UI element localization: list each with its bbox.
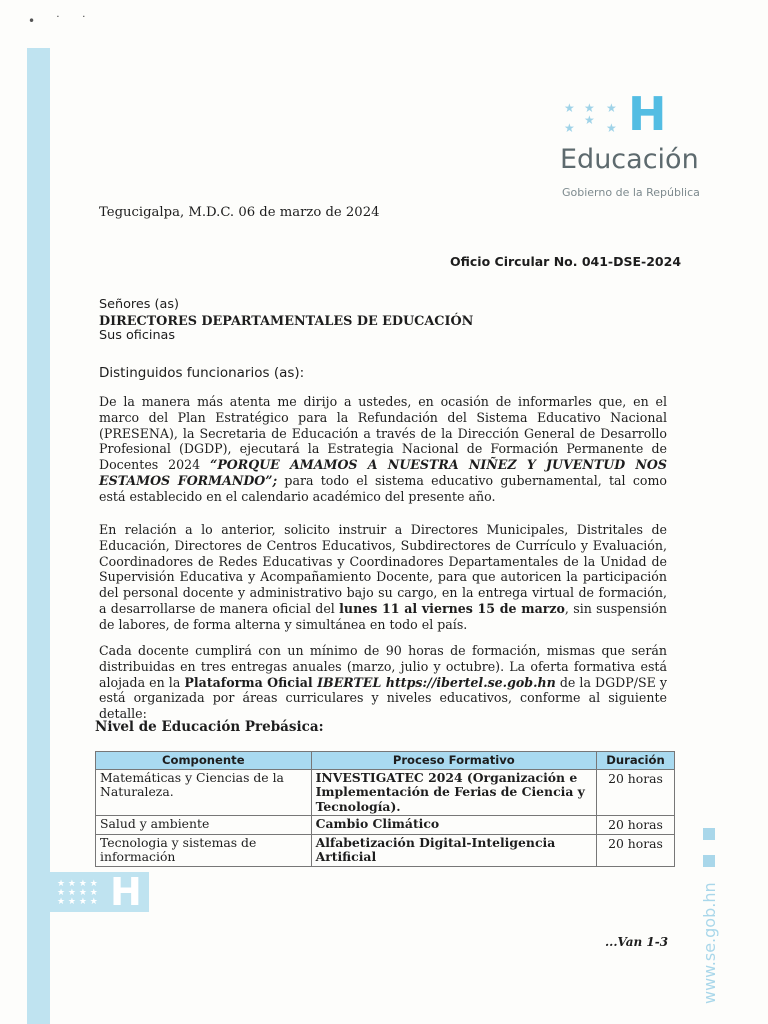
recipient-salutation: Señores (as)	[99, 297, 180, 312]
recipient-location: Sus oficinas	[99, 328, 176, 343]
training-table	[95, 751, 675, 867]
letter-date: Tegucigalpa, M.D.C. 06 de marzo de 2024	[99, 205, 380, 220]
greeting: Distinguidos funcionarios (as):	[99, 365, 305, 381]
footer-logo-letter: H	[110, 870, 142, 914]
process-cell: INVESTIGATEC 2024 (Organización e Implementación de Ferias de Ciencia y Tecnología).	[311, 769, 596, 816]
paragraph-2: En relación a lo anterior, solicito instruir a Directores Municipales, Distritales de Educación, Directores de Centros Educativos, Subdirectores de Currículo y Evaluación, Coordinadores de Redes Educativas y Coordinadores Departamentales de la Unidad de Supervisión Educativa y Acompañamiento Docente, para que autoricen la participación del personal docente y administrativo bajo su cargo, en la entrega virtual de formación, a desarrollarse de manera oficial del lunes 11 al viernes 15 de marzo, sin suspensión de labores, de forma alterna y simultánea en todo el país.	[99, 522, 667, 632]
education-logo	[556, 87, 736, 206]
table-row	[96, 769, 675, 816]
component-cell: Salud y ambiente	[96, 816, 312, 835]
duration-cell: 20 horas	[597, 816, 675, 835]
ibertel-link[interactable]: IBERTEL https://ibertel.se.gob.hn	[317, 674, 556, 690]
continues-marker: ...Van 1-3	[605, 935, 669, 949]
stars-icon: ★ ★ ★ ★ ★ ★	[564, 101, 617, 135]
process-cell: Cambio Climático	[311, 816, 596, 835]
recipient-title: DIRECTORES DEPARTAMENTALES DE EDUCACIÓN	[99, 314, 474, 329]
logo-name: Educación	[560, 144, 699, 175]
decorative-square	[703, 855, 715, 867]
decorative-square	[703, 828, 715, 840]
footer-logo-bar	[27, 872, 149, 912]
section-heading-prebasica: Nivel de Educación Prebásica:	[95, 719, 324, 735]
website-text: www.se.gob.hn	[700, 882, 719, 1004]
component-cell: Tecnologia y sistemas de información	[96, 834, 312, 866]
stars-icon: ★ ★ ★ ★ ★ ★ ★ ★ ★ ★ ★ ★	[57, 879, 98, 907]
component-cell: Matemáticas y Ciencias de la Naturaleza.	[96, 769, 312, 816]
duration-cell: 20 horas	[597, 769, 675, 816]
logo-letter: H	[628, 87, 667, 141]
scan-marks: • ˙ ˙	[28, 14, 95, 28]
column-header: Componente	[96, 752, 312, 770]
table-row	[96, 816, 675, 835]
column-header: Duración	[597, 752, 675, 770]
column-header: Proceso Formativo	[311, 752, 596, 770]
oficio-number: Oficio Circular No. 041-DSE-2024	[450, 254, 682, 269]
logo-subtitle: Gobierno de la República	[562, 186, 700, 199]
process-cell: Alfabetización Digital-Inteligencia Artificial	[311, 834, 596, 866]
paragraph-3: Cada docente cumplirá con un mínimo de 90 horas de formación, mismas que serán distribuidas en tres entregas anuales (marzo, julio y octubre). La oferta formativa está alojada en la Plataforma Oficial IBERTEL https://ibertel.se.gob.hn de la DGDP/SE y está organizada por áreas curriculares y niveles educativos, conforme al siguiente detalle:	[99, 643, 667, 722]
table-row	[96, 834, 675, 866]
table-header-row	[96, 752, 675, 770]
paragraph-1: De la manera más atenta me dirijo a ustedes, en ocasión de informarles que, en el marco del Plan Estratégico para la Refundación del Sistema Educativo Nacional (PRESENA), la Secretaria de Educación a través de la Dirección General de Desarrollo Profesional (DGDP), ejecutará la Estrategia Nacional de Formación Permanente de Docentes 2024 “PORQUE AMAMOS A NUESTRA NIÑEZ Y JUVENTUD NOS ESTAMOS FORMANDO”; para todo el sistema educativo gubernamental, tal como está establecido en el calendario académico del presente año.	[99, 394, 667, 504]
duration-cell: 20 horas	[597, 834, 675, 866]
